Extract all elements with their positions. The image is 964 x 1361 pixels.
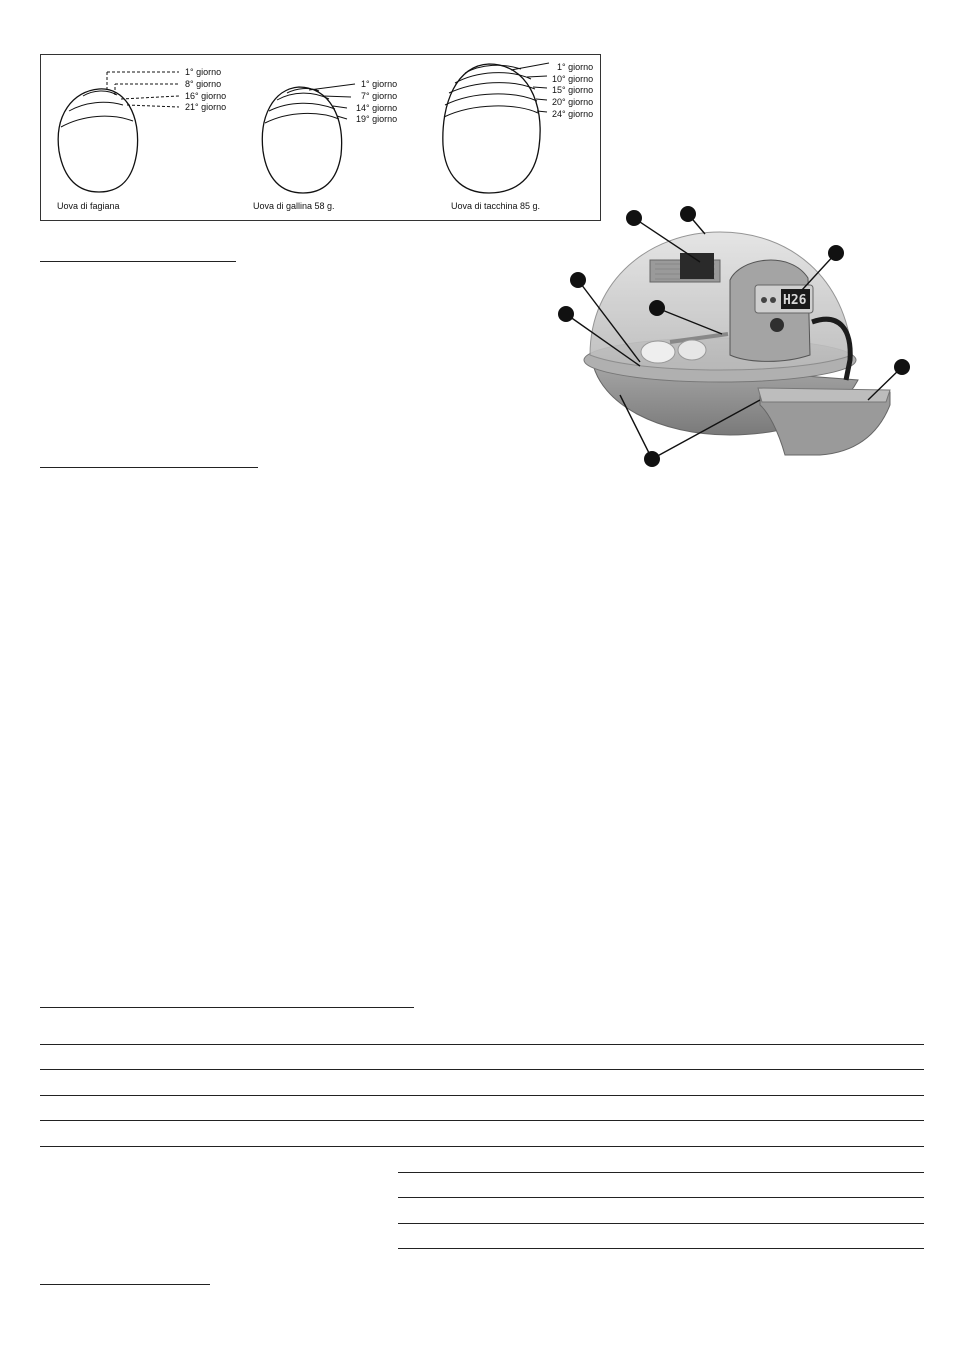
display-readout: H26 xyxy=(783,293,807,308)
turkey-day-5: 24° giorno xyxy=(552,109,594,119)
pheasant-caption: Uova di fagiana xyxy=(57,201,120,211)
pheasant-day-1: 1° giorno xyxy=(185,67,222,77)
power-socket xyxy=(770,318,784,332)
form-line-9 xyxy=(398,1248,924,1249)
hen-day-1: 1° giorno xyxy=(361,79,398,89)
fan-housing xyxy=(680,253,714,279)
section-heading-underline-3 xyxy=(40,1007,414,1008)
control-button-2 xyxy=(770,297,776,303)
callout-marker-4 xyxy=(570,272,586,288)
egg-pheasant xyxy=(57,67,226,211)
form-line-1 xyxy=(40,1044,924,1045)
callout-marker-2 xyxy=(680,206,696,222)
turkey-day-3: 15° giorno xyxy=(552,85,594,95)
egg-shape-1 xyxy=(641,341,675,363)
section-heading-underline-1 xyxy=(40,261,236,262)
form-line-6 xyxy=(398,1172,924,1173)
egg-turkey xyxy=(443,62,593,211)
pheasant-day-4: 21° giorno xyxy=(185,102,227,112)
form-line-8 xyxy=(398,1223,924,1224)
callout-marker-7 xyxy=(894,359,910,375)
incubator-illustration xyxy=(540,190,940,480)
hen-day-4: 19° giorno xyxy=(356,114,398,124)
turkey-day-2: 10° giorno xyxy=(552,74,594,84)
pheasant-day-2: 8° giorno xyxy=(185,79,222,89)
form-line-3 xyxy=(40,1095,924,1096)
callout-marker-8 xyxy=(644,451,660,467)
callout-marker-5 xyxy=(558,306,574,322)
pheasant-day-3: 16° giorno xyxy=(185,91,227,101)
callout-marker-3 xyxy=(828,245,844,261)
turkey-caption: Uova di tacchina 85 g. xyxy=(451,201,541,211)
form-line-4 xyxy=(40,1120,924,1121)
egg-shape-2 xyxy=(678,340,706,360)
hen-day-3: 14° giorno xyxy=(356,103,398,113)
egg-air-cell-diagram xyxy=(40,54,601,221)
turkey-day-1: 1° giorno xyxy=(557,62,594,72)
hen-day-2: 7° giorno xyxy=(361,91,398,101)
section-heading-underline-2 xyxy=(40,467,258,468)
control-button-1 xyxy=(761,297,767,303)
form-line-5 xyxy=(40,1146,924,1147)
hen-caption: Uova di gallina 58 g. xyxy=(253,201,335,211)
turkey-day-4: 20° giorno xyxy=(552,97,594,107)
egg-hen xyxy=(253,79,397,211)
form-line-2 xyxy=(40,1069,924,1070)
section-heading-underline-4 xyxy=(40,1284,210,1285)
egg-diagram-figure xyxy=(41,55,602,222)
callout-marker-1 xyxy=(626,210,642,226)
callout-marker-6 xyxy=(649,300,665,316)
incubator-figure xyxy=(540,190,940,480)
form-line-7 xyxy=(398,1197,924,1198)
